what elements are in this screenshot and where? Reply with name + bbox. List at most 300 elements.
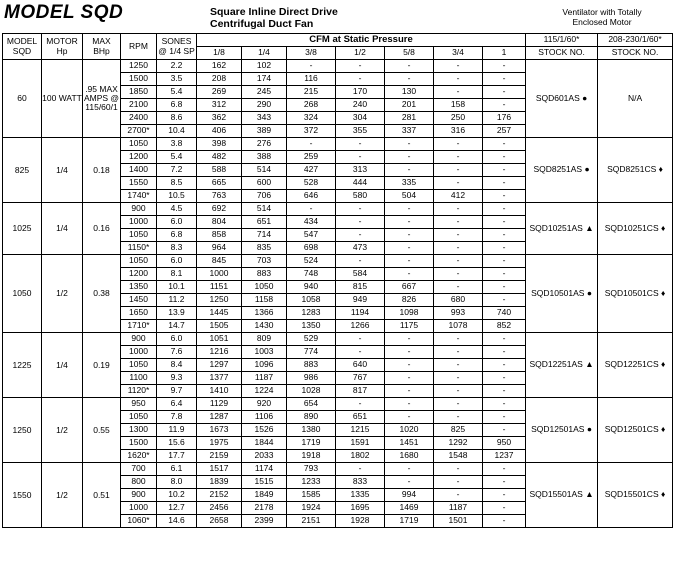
cfm-cell: 1350 [287, 320, 336, 333]
cfm-cell: 1515 [242, 476, 287, 489]
header-pressure: 5/8 [385, 47, 434, 60]
cfm-cell: 1216 [197, 346, 242, 359]
stock-number-115v: SQD10501AS ● [526, 255, 598, 333]
cfm-cell: - [434, 281, 483, 294]
rpm-cell: 1350 [121, 281, 157, 294]
cfm-cell: 268 [287, 99, 336, 112]
subtitle-line: Square Inline Direct Drive [210, 6, 338, 18]
rpm-cell: 1200 [121, 151, 157, 164]
rpm-cell: 1050 [121, 229, 157, 242]
cfm-cell: - [483, 60, 526, 73]
cfm-cell: - [385, 476, 434, 489]
cfm-cell: 116 [287, 73, 336, 86]
rpm-cell: 900 [121, 203, 157, 216]
table-row [3, 333, 673, 346]
cfm-cell: 767 [336, 372, 385, 385]
cfm-cell: 835 [242, 242, 287, 255]
rpm-cell: 800 [121, 476, 157, 489]
cfm-cell: - [385, 60, 434, 73]
cfm-cell: 1175 [385, 320, 434, 333]
cfm-cell: 473 [336, 242, 385, 255]
cfm-cell: - [483, 333, 526, 346]
cfm-cell: - [336, 255, 385, 268]
cfm-cell: 304 [336, 112, 385, 125]
cfm-cell: - [483, 268, 526, 281]
cfm-cell: - [287, 203, 336, 216]
cfm-cell: 2456 [197, 502, 242, 515]
cfm-cell: 826 [385, 294, 434, 307]
rpm-cell: 1850 [121, 86, 157, 99]
cfm-cell: 2178 [242, 502, 287, 515]
cfm-cell: - [434, 346, 483, 359]
cfm-cell: - [434, 229, 483, 242]
cfm-cell: - [434, 138, 483, 151]
stock-number-115v: SQD12501AS ● [526, 398, 598, 463]
sones-cell: 7.6 [157, 346, 197, 359]
cfm-cell: - [434, 255, 483, 268]
bhp-cell: .95 MAX AMPS @ 115/60/1 [83, 60, 121, 138]
sones-cell: 14.6 [157, 515, 197, 528]
cfm-cell: 162 [197, 60, 242, 73]
cfm-cell: 158 [434, 99, 483, 112]
cfm-cell: 740 [483, 307, 526, 320]
cfm-cell: - [483, 99, 526, 112]
cfm-cell: - [434, 242, 483, 255]
cfm-cell: - [434, 164, 483, 177]
sones-cell: 14.7 [157, 320, 197, 333]
sones-cell: 8.1 [157, 268, 197, 281]
cfm-cell: 444 [336, 177, 385, 190]
cfm-cell: 1719 [287, 437, 336, 450]
cfm-cell: - [336, 151, 385, 164]
rpm-cell: 1000 [121, 502, 157, 515]
cfm-cell: 1287 [197, 411, 242, 424]
header-rpm: RPM [121, 34, 157, 60]
cfm-cell: 313 [336, 164, 385, 177]
cfm-cell: - [483, 515, 526, 528]
cfm-cell: 482 [197, 151, 242, 164]
sones-cell: 8.3 [157, 242, 197, 255]
cfm-cell: 680 [434, 294, 483, 307]
cfm-cell: 950 [483, 437, 526, 450]
cfm-cell: 2399 [242, 515, 287, 528]
cfm-cell: 964 [197, 242, 242, 255]
sones-cell: 9.7 [157, 385, 197, 398]
cfm-cell: 1526 [242, 424, 287, 437]
model-cell: 1225 [3, 333, 42, 398]
rpm-cell: 1450 [121, 294, 157, 307]
motor-cell: 1/2 [42, 255, 83, 333]
cfm-cell: 1844 [242, 437, 287, 450]
cfm-cell: - [483, 216, 526, 229]
cfm-cell: 2033 [242, 450, 287, 463]
cfm-cell: - [483, 476, 526, 489]
cfm-cell: 174 [242, 73, 287, 86]
cfm-cell: - [483, 294, 526, 307]
header-pressure: 1/4 [242, 47, 287, 60]
cfm-cell: 1058 [287, 294, 336, 307]
cfm-cell: - [483, 372, 526, 385]
header-pressure: 3/4 [434, 47, 483, 60]
stock-number-208v: N/A [598, 60, 673, 138]
cfm-cell: 1292 [434, 437, 483, 450]
cfm-cell: 259 [287, 151, 336, 164]
cfm-cell: 412 [434, 190, 483, 203]
cfm-cell: 1918 [287, 450, 336, 463]
cfm-cell: 504 [385, 190, 434, 203]
cfm-cell: 245 [242, 86, 287, 99]
cfm-cell: 1849 [242, 489, 287, 502]
cfm-cell: - [434, 203, 483, 216]
header-pressure: 1 [483, 47, 526, 60]
header-stock2: STOCK NO. [598, 47, 673, 60]
cfm-cell: - [483, 86, 526, 99]
cfm-cell: 763 [197, 190, 242, 203]
sones-cell: 10.4 [157, 125, 197, 138]
sones-cell: 6.0 [157, 216, 197, 229]
cfm-cell: 528 [287, 177, 336, 190]
cfm-cell: 1469 [385, 502, 434, 515]
cfm-cell: 986 [287, 372, 336, 385]
cfm-cell: 825 [434, 424, 483, 437]
sones-cell: 13.9 [157, 307, 197, 320]
rpm-cell: 1250 [121, 60, 157, 73]
cfm-cell: 809 [242, 333, 287, 346]
cfm-cell: - [483, 424, 526, 437]
sones-cell: 5.4 [157, 151, 197, 164]
cfm-cell: 290 [242, 99, 287, 112]
rpm-cell: 1120* [121, 385, 157, 398]
sones-cell: 8.4 [157, 359, 197, 372]
motor-cell: 1/2 [42, 398, 83, 463]
cfm-cell: 703 [242, 255, 287, 268]
cfm-cell: 343 [242, 112, 287, 125]
cfm-cell: - [434, 60, 483, 73]
stock-number-208v: SQD12251CS ♦ [598, 333, 673, 398]
cfm-cell: 1106 [242, 411, 287, 424]
table-row [3, 398, 673, 411]
cfm-cell: 1224 [242, 385, 287, 398]
sones-cell: 8.5 [157, 177, 197, 190]
cfm-cell: - [336, 398, 385, 411]
cfm-cell: 1250 [197, 294, 242, 307]
cfm-cell: - [483, 281, 526, 294]
header-volt2: 208-230/1/60* [598, 34, 673, 47]
sones-cell: 3.5 [157, 73, 197, 86]
cfm-cell: - [434, 86, 483, 99]
cfm-cell: - [385, 151, 434, 164]
cfm-cell: - [434, 372, 483, 385]
rpm-cell: 1150* [121, 242, 157, 255]
rpm-cell: 1050 [121, 255, 157, 268]
cfm-cell: 994 [385, 489, 434, 502]
cfm-cell: 890 [287, 411, 336, 424]
cfm-cell: - [385, 346, 434, 359]
table-row [3, 60, 673, 73]
cfm-cell: 698 [287, 242, 336, 255]
cfm-cell: 1028 [287, 385, 336, 398]
cfm-cell: 706 [242, 190, 287, 203]
header-pressure: 3/8 [287, 47, 336, 60]
header-motor: MOTOR Hp [42, 34, 83, 60]
cfm-cell: 692 [197, 203, 242, 216]
cfm-cell: - [483, 177, 526, 190]
table-row [3, 255, 673, 268]
cfm-cell: 2151 [287, 515, 336, 528]
cfm-cell: 646 [287, 190, 336, 203]
cfm-cell: - [336, 346, 385, 359]
cfm-cell: 514 [242, 203, 287, 216]
cfm-cell: - [336, 60, 385, 73]
cfm-cell: 547 [287, 229, 336, 242]
cfm-cell: 1585 [287, 489, 336, 502]
cfm-cell: - [483, 164, 526, 177]
rpm-cell: 1740* [121, 190, 157, 203]
cfm-cell: 257 [483, 125, 526, 138]
cfm-cell: - [434, 73, 483, 86]
motor-cell: 1/4 [42, 203, 83, 255]
stock-number-208v: SQD8251CS ♦ [598, 138, 673, 203]
cfm-cell: 1187 [434, 502, 483, 515]
cfm-cell: 372 [287, 125, 336, 138]
cfm-cell: - [336, 216, 385, 229]
cfm-cell: - [385, 255, 434, 268]
rpm-cell: 1400 [121, 164, 157, 177]
cfm-cell: 804 [197, 216, 242, 229]
sones-cell: 11.9 [157, 424, 197, 437]
cfm-cell: 1517 [197, 463, 242, 476]
cfm-cell: - [434, 151, 483, 164]
bhp-cell: 0.18 [83, 138, 121, 203]
table-body [3, 60, 673, 528]
cfm-cell: 665 [197, 177, 242, 190]
cfm-cell: 883 [242, 268, 287, 281]
rpm-cell: 1620* [121, 450, 157, 463]
ventilator-line: Enclosed Motor [572, 17, 632, 27]
cfm-cell: 250 [434, 112, 483, 125]
cfm-cell: 654 [287, 398, 336, 411]
cfm-cell: - [434, 216, 483, 229]
cfm-cell: 651 [336, 411, 385, 424]
cfm-cell: - [483, 138, 526, 151]
stock-number-115v: SQD12251AS ▲ [526, 333, 598, 398]
cfm-cell: - [483, 242, 526, 255]
motor-cell: 1/4 [42, 138, 83, 203]
cfm-cell: 833 [336, 476, 385, 489]
model-cell: 1050 [3, 255, 42, 333]
cfm-cell: 640 [336, 359, 385, 372]
cfm-cell: - [483, 463, 526, 476]
model-cell: 60 [3, 60, 42, 138]
header-pressure: 1/8 [197, 47, 242, 60]
cfm-cell: - [483, 411, 526, 424]
rpm-cell: 1000 [121, 216, 157, 229]
cfm-cell: 714 [242, 229, 287, 242]
rpm-cell: 1100 [121, 372, 157, 385]
cfm-cell: 1283 [287, 307, 336, 320]
rpm-cell: 2400 [121, 112, 157, 125]
cfm-cell: 1051 [197, 333, 242, 346]
cfm-cell: 2152 [197, 489, 242, 502]
cfm-cell: 1003 [242, 346, 287, 359]
cfm-cell: - [385, 385, 434, 398]
cfm-cell: - [385, 372, 434, 385]
header-volt1: 115/1/60* [526, 34, 598, 47]
cfm-cell: - [434, 489, 483, 502]
cfm-cell: 362 [197, 112, 242, 125]
cfm-cell: 269 [197, 86, 242, 99]
sones-cell: 3.8 [157, 138, 197, 151]
rpm-cell: 900 [121, 489, 157, 502]
cfm-cell: 2159 [197, 450, 242, 463]
ventilator-note [530, 7, 674, 27]
cfm-cell: 312 [197, 99, 242, 112]
cfm-cell: - [385, 333, 434, 346]
bhp-cell: 0.51 [83, 463, 121, 528]
sones-cell: 7.2 [157, 164, 197, 177]
cfm-cell: 858 [197, 229, 242, 242]
cfm-cell: 1266 [336, 320, 385, 333]
stock-number-208v: SQD15501CS ♦ [598, 463, 673, 528]
sones-cell: 5.4 [157, 86, 197, 99]
rpm-cell: 1050 [121, 138, 157, 151]
cfm-cell: 1673 [197, 424, 242, 437]
sones-cell: 17.7 [157, 450, 197, 463]
cfm-cell: 427 [287, 164, 336, 177]
model-cell: 1550 [3, 463, 42, 528]
cfm-cell: 1129 [197, 398, 242, 411]
cfm-cell: 1194 [336, 307, 385, 320]
bhp-cell: 0.38 [83, 255, 121, 333]
cfm-cell: - [385, 463, 434, 476]
sones-cell: 6.8 [157, 99, 197, 112]
sones-cell: 4.5 [157, 203, 197, 216]
motor-cell: 100 WATT [42, 60, 83, 138]
rpm-cell: 1300 [121, 424, 157, 437]
cfm-cell: 793 [287, 463, 336, 476]
sones-cell: 8.0 [157, 476, 197, 489]
motor-cell: 1/4 [42, 333, 83, 398]
cfm-cell: 651 [242, 216, 287, 229]
sones-cell: 8.6 [157, 112, 197, 125]
cfm-cell: 1839 [197, 476, 242, 489]
cfm-cell: 1096 [242, 359, 287, 372]
cfm-cell: 276 [242, 138, 287, 151]
stock-number-115v: SQD15501AS ▲ [526, 463, 598, 528]
sones-cell: 6.0 [157, 333, 197, 346]
stock-number-115v: SQD601AS ● [526, 60, 598, 138]
cfm-cell: 1380 [287, 424, 336, 437]
table-row [3, 463, 673, 476]
cfm-cell: - [483, 229, 526, 242]
rpm-cell: 1000 [121, 346, 157, 359]
sones-cell: 7.8 [157, 411, 197, 424]
cfm-cell: - [483, 190, 526, 203]
cfm-cell: - [385, 138, 434, 151]
rpm-cell: 700 [121, 463, 157, 476]
cfm-cell: 215 [287, 86, 336, 99]
rpm-cell: 2100 [121, 99, 157, 112]
header-cfm: CFM at Static Pressure [197, 34, 526, 47]
cfm-cell: - [483, 151, 526, 164]
cfm-cell: - [483, 255, 526, 268]
sones-cell: 10.2 [157, 489, 197, 502]
cfm-cell: - [385, 242, 434, 255]
cfm-cell: - [483, 203, 526, 216]
performance-table [2, 33, 673, 528]
cfm-cell: - [336, 138, 385, 151]
cfm-cell: 102 [242, 60, 287, 73]
cfm-cell: 815 [336, 281, 385, 294]
cfm-cell: 1445 [197, 307, 242, 320]
rpm-cell: 1550 [121, 177, 157, 190]
header-stock1: STOCK NO. [526, 47, 598, 60]
cfm-cell: 1505 [197, 320, 242, 333]
cfm-cell: 240 [336, 99, 385, 112]
cfm-cell: - [385, 398, 434, 411]
cfm-cell: - [385, 164, 434, 177]
cfm-cell: 748 [287, 268, 336, 281]
cfm-cell: 170 [336, 86, 385, 99]
cfm-cell: 1158 [242, 294, 287, 307]
cfm-cell: 176 [483, 112, 526, 125]
cfm-cell: 1591 [336, 437, 385, 450]
cfm-cell: 1695 [336, 502, 385, 515]
cfm-cell: - [434, 411, 483, 424]
cfm-cell: 1297 [197, 359, 242, 372]
cfm-cell: 1451 [385, 437, 434, 450]
cfm-cell: 1410 [197, 385, 242, 398]
cfm-cell: 940 [287, 281, 336, 294]
cfm-cell: 1928 [336, 515, 385, 528]
cfm-cell: 514 [242, 164, 287, 177]
cfm-cell: 588 [197, 164, 242, 177]
subtitle-line: Centrifugal Duct Fan [210, 18, 314, 30]
header-bhp: MAX BHp [83, 34, 121, 60]
cfm-cell: 1020 [385, 424, 434, 437]
cfm-cell: 281 [385, 112, 434, 125]
cfm-cell: - [434, 398, 483, 411]
cfm-cell: - [385, 229, 434, 242]
header-model: MODEL SQD [3, 34, 42, 60]
sones-cell: 6.1 [157, 463, 197, 476]
cfm-cell: 1430 [242, 320, 287, 333]
cfm-cell: 817 [336, 385, 385, 398]
cfm-cell: 1151 [197, 281, 242, 294]
cfm-cell: - [434, 385, 483, 398]
cfm-cell: 208 [197, 73, 242, 86]
cfm-cell: - [483, 502, 526, 515]
cfm-cell: 1366 [242, 307, 287, 320]
stock-number-208v: SQD10501CS ♦ [598, 255, 673, 333]
cfm-cell: 406 [197, 125, 242, 138]
cfm-cell: 845 [197, 255, 242, 268]
stock-number-208v: SQD10251CS ♦ [598, 203, 673, 255]
cfm-cell: 130 [385, 86, 434, 99]
cfm-cell: - [483, 385, 526, 398]
rpm-cell: 1050 [121, 359, 157, 372]
cfm-cell: - [483, 398, 526, 411]
sones-cell: 2.2 [157, 60, 197, 73]
cfm-cell: - [385, 411, 434, 424]
cfm-cell: 580 [336, 190, 385, 203]
cfm-cell: 667 [385, 281, 434, 294]
bhp-cell: 0.16 [83, 203, 121, 255]
cfm-cell: 434 [287, 216, 336, 229]
cfm-cell: - [385, 268, 434, 281]
cfm-cell: 389 [242, 125, 287, 138]
rpm-cell: 2700* [121, 125, 157, 138]
